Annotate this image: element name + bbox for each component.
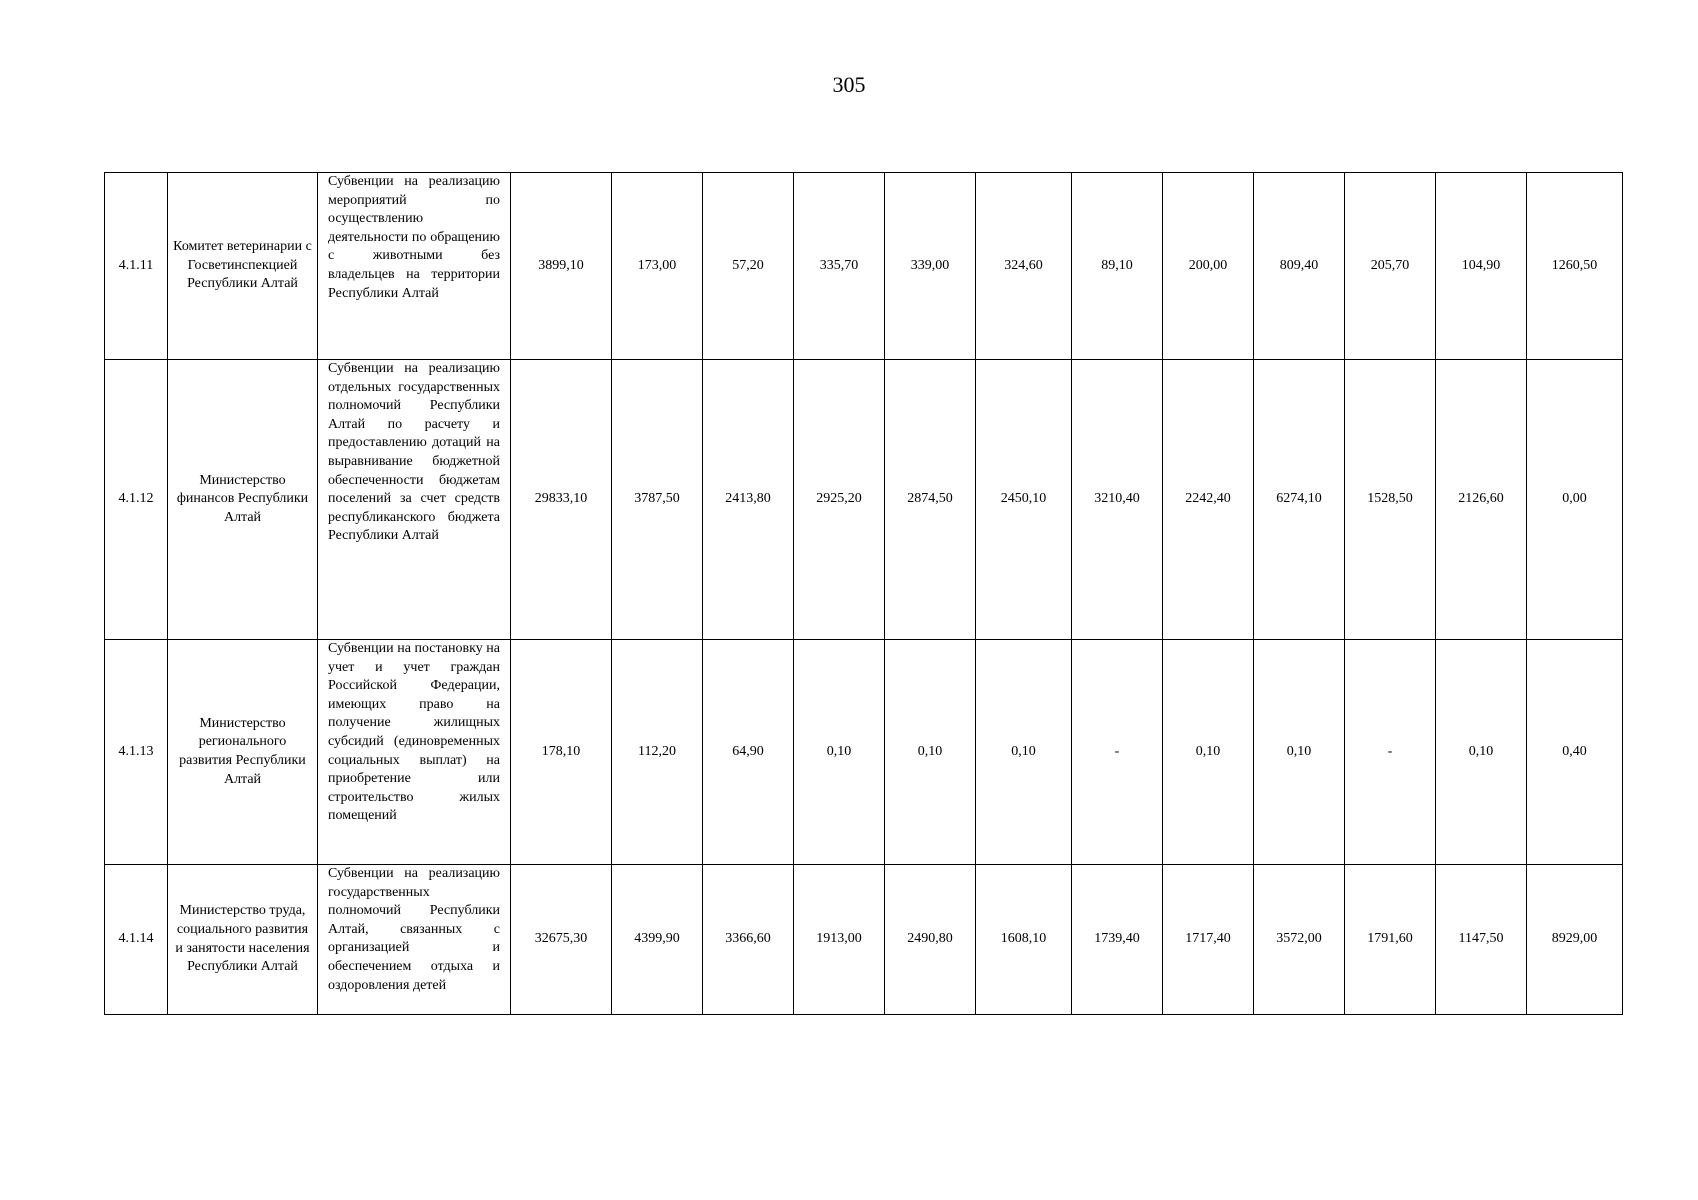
value-cell: 1739,40 <box>1072 865 1163 1015</box>
value-cell: - <box>1072 640 1163 865</box>
value-cell: 1791,60 <box>1345 865 1436 1015</box>
value-cell: 0,40 <box>1527 640 1623 865</box>
value-cell: 3572,00 <box>1254 865 1345 1015</box>
value-cell: 6274,10 <box>1254 360 1345 640</box>
value-cell: 2126,60 <box>1436 360 1527 640</box>
value-cell: 2925,20 <box>794 360 885 640</box>
table-row <box>105 865 1623 1015</box>
value-cell: 1528,50 <box>1345 360 1436 640</box>
description-cell: Субвенции на реализацию государственных полномочий Республики Алтай, связанных с организацией и обеспечением отдыха и оздоровления детей <box>318 865 511 1015</box>
value-cell: 0,10 <box>1254 640 1345 865</box>
page-number: 305 <box>832 72 866 97</box>
value-cell: 4399,90 <box>612 865 703 1015</box>
description-cell: Субвенции на постановку на учет и учет граждан Российской Федерации, имеющих право на получение жилищных субсидий (единовременных социальных выплат) на приобретение или строительство жилых помещений <box>318 640 511 865</box>
value-cell: 0,10 <box>794 640 885 865</box>
value-cell: 3899,10 <box>511 173 612 360</box>
table-row <box>105 640 1623 865</box>
value-cell: 205,70 <box>1345 173 1436 360</box>
row-code: 4.1.11 <box>105 173 168 360</box>
value-cell: 178,10 <box>511 640 612 865</box>
value-cell: 1717,40 <box>1163 865 1254 1015</box>
value-cell: 0,10 <box>1436 640 1527 865</box>
budget-table <box>104 172 1623 1015</box>
table-row <box>105 173 1623 360</box>
row-code: 4.1.12 <box>105 360 168 640</box>
value-cell: 0,10 <box>976 640 1072 865</box>
value-cell: 324,60 <box>976 173 1072 360</box>
value-cell: 2874,50 <box>885 360 976 640</box>
table-row <box>105 360 1623 640</box>
value-cell: 0,10 <box>885 640 976 865</box>
organization-cell: Комитет ветеринарии с Госветинспекцией Республики Алтай <box>168 173 318 360</box>
value-cell: 3366,60 <box>703 865 794 1015</box>
organization-cell: Министерство финансов Республики Алтай <box>168 360 318 640</box>
value-cell: 2490,80 <box>885 865 976 1015</box>
value-cell: 29833,10 <box>511 360 612 640</box>
value-cell: 2450,10 <box>976 360 1072 640</box>
value-cell: 2413,80 <box>703 360 794 640</box>
value-cell: 1260,50 <box>1527 173 1623 360</box>
value-cell: 57,20 <box>703 173 794 360</box>
value-cell: 112,20 <box>612 640 703 865</box>
value-cell: 173,00 <box>612 173 703 360</box>
description-cell: Субвенции на реализацию отдельных государственных полномочий Республики Алтай по расчету и предоставлению дотаций на выравнивание бюджетной обеспеченности бюджетам поселений за счет средств республиканского бюджета Республики Алтай <box>318 360 511 640</box>
value-cell: 2242,40 <box>1163 360 1254 640</box>
value-cell: 1147,50 <box>1436 865 1527 1015</box>
value-cell: 3210,40 <box>1072 360 1163 640</box>
value-cell: 1913,00 <box>794 865 885 1015</box>
value-cell: 335,70 <box>794 173 885 360</box>
description-cell: Субвенции на реализацию мероприятий по осуществлению деятельности по обращению с животными без владельцев на территории Республики Алтай <box>318 173 511 360</box>
value-cell: 32675,30 <box>511 865 612 1015</box>
value-cell: 89,10 <box>1072 173 1163 360</box>
value-cell: 809,40 <box>1254 173 1345 360</box>
row-code: 4.1.13 <box>105 640 168 865</box>
value-cell: 8929,00 <box>1527 865 1623 1015</box>
value-cell: 0,10 <box>1163 640 1254 865</box>
value-cell: 1608,10 <box>976 865 1072 1015</box>
value-cell: 339,00 <box>885 173 976 360</box>
row-code: 4.1.14 <box>105 865 168 1015</box>
value-cell: 3787,50 <box>612 360 703 640</box>
value-cell: 64,90 <box>703 640 794 865</box>
value-cell: - <box>1345 640 1436 865</box>
organization-cell: Министерство труда, социального развития и занятости населения Республики Алтай <box>168 865 318 1015</box>
value-cell: 104,90 <box>1436 173 1527 360</box>
value-cell: 200,00 <box>1163 173 1254 360</box>
organization-cell: Министерство регионального развития Республики Алтай <box>168 640 318 865</box>
value-cell: 0,00 <box>1527 360 1623 640</box>
